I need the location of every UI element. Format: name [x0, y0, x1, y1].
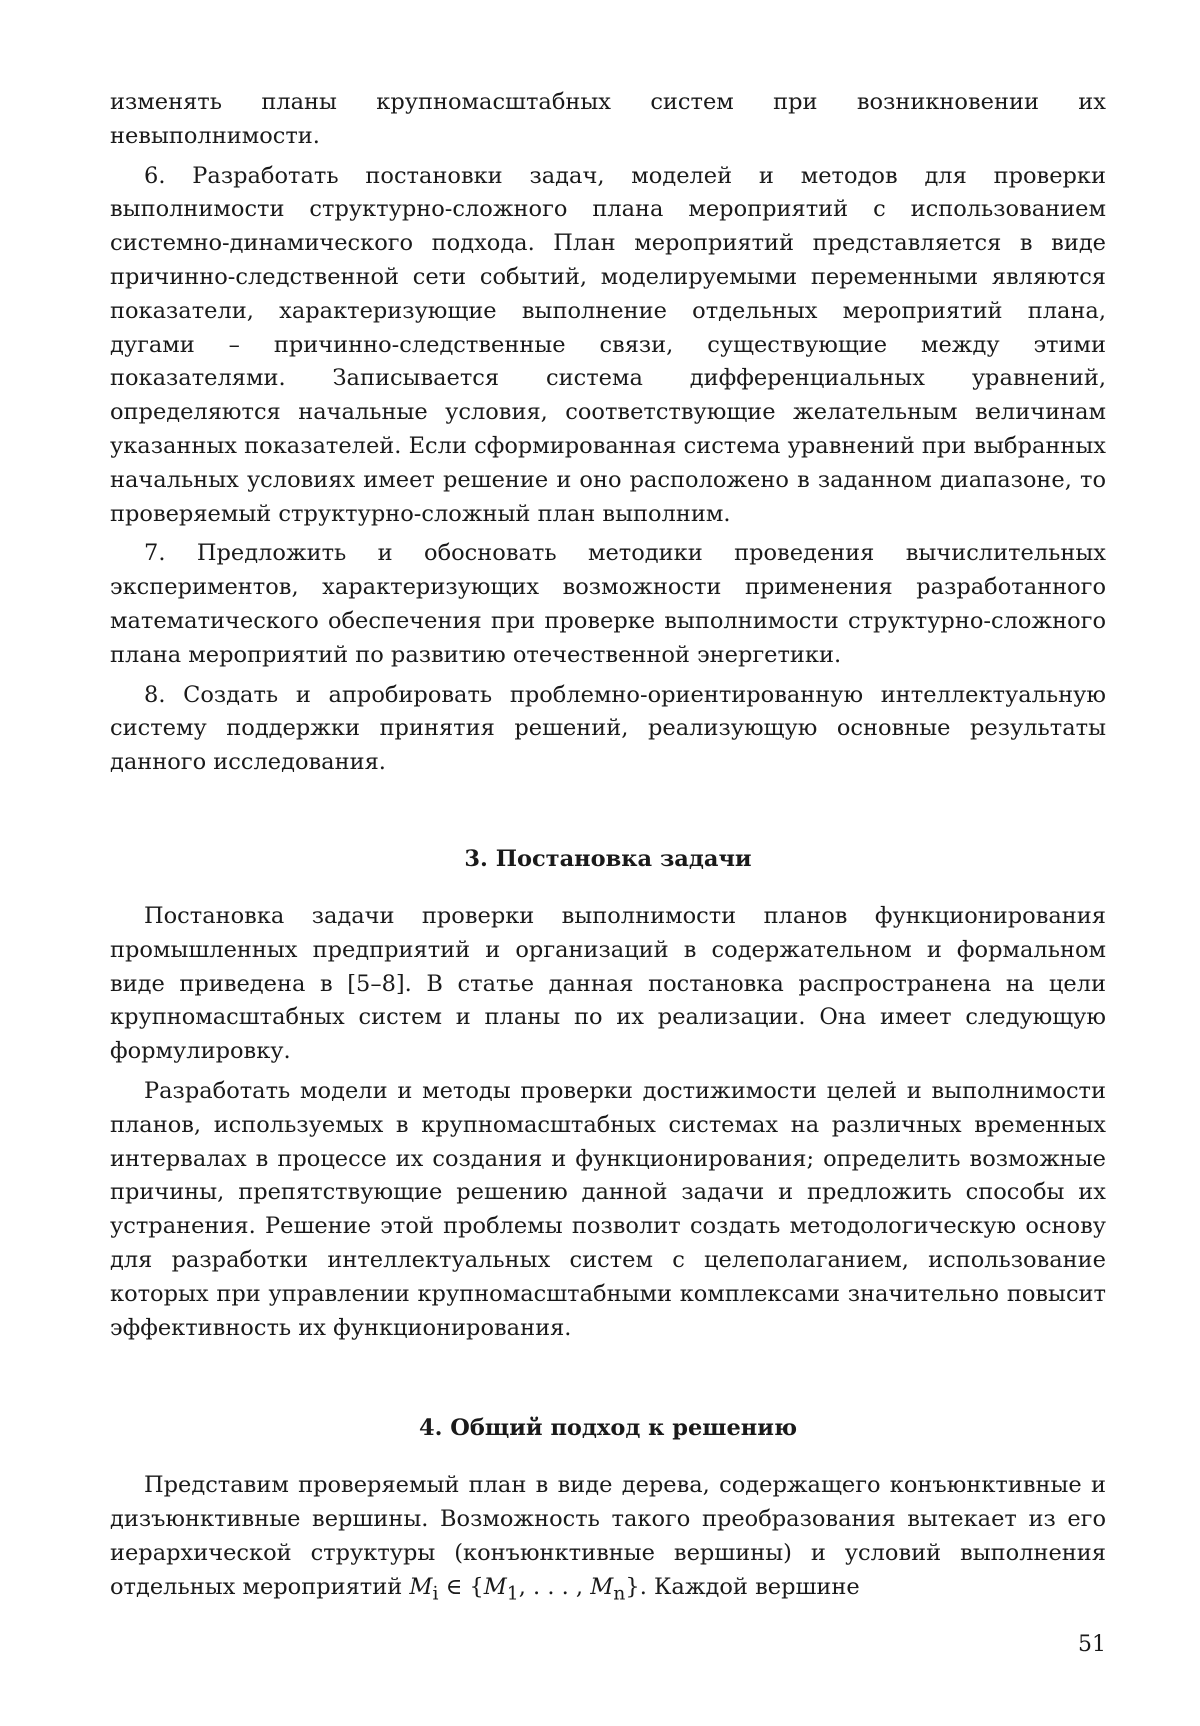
section-4-text-after-math: . Каждой вершине	[639, 1573, 860, 1600]
section-4-title: 4. Общий подход к решению	[418, 1415, 798, 1442]
paragraph-continuation: изменять планы крупномасштабных систем при возникновении их невыполнимости.	[110, 89, 1106, 149]
page-body	[110, 86, 1106, 1611]
section-3-paragraph-1: Постановка задачи проверки выполнимости планов функционирования промышленных предприятий и организаций в содержательном и формальном виде приведена в [5–8]. В статье данная постановка распространена на цели крупномасштабных систем и планы по их реализации. Она имеет следующую формулировку.	[110, 902, 1106, 1065]
section-3-title: 3. Постановка задачи	[464, 845, 752, 872]
page-number: 51	[1078, 1632, 1106, 1657]
inline-math-set: $M_i$ ∈ {$M_1$, . . . , $M_n$}	[409, 1573, 640, 1605]
list-item-8: 8. Создать и апробировать проблемно-ориентированную интеллектуальную систему поддержки принятия решений, реализующую основные результаты данного исследования.	[110, 681, 1106, 776]
section-4-paragraph-1	[110, 1469, 1106, 1611]
list-item-6: 6. Разработать постановки задач, моделей и методов для проверки выполнимости структурно-сложного плана мероприятий с использованием системно-динамического подхода. План мероприятий представляется в виде причинно-следственной сети событий, моделируемыми переменными являются показатели, характеризующие выполнение отдельных мероприятий плана, дугами – причинно-следственные связи, существующие между этими показателями. Записывается система дифференциальных уравнений, определяются начальные условия, соответствующие желательным величинам указанных показателей. Если сформированная система уравнений при выбранных начальных условиях имеет решение и оно расположено в заданном диапазоне, то проверяемый структурно-сложный план выполним.	[110, 162, 1106, 527]
list-item-7: 7. Предложить и обосновать методики проведения вычислительных экспериментов, характеризующих возможности применения разработанного математического обеспечения при проверке выполнимости структурно-сложного плана мероприятий по развитию отечественной энергетики.	[110, 540, 1106, 668]
section-4-text-before-math: Представим проверяемый план в виде дерева, содержащего конъюнктивные и дизъюнктивные вершины. Возможность такого преобразования вытекает из его иерархической структуры (конъюнктивные вершины) и условий выполнения отдельных мероприятий	[110, 1472, 1106, 1600]
section-3-paragraph-2: Разработать модели и методы проверки достижимости целей и выполнимости планов, используемых в крупномасштабных системах на различных временных интервалах в процессе их создания и функционирования; определить возможные причины, препятствующие решению данной задачи и предложить способы их устранения. Решение этой проблемы позволит создать методологическую основу для разработки интеллектуальных систем с целеполаганием, использование которых при управлении крупномасштабными комплексами значительно повысит эффективность их функционирования.	[110, 1077, 1106, 1341]
